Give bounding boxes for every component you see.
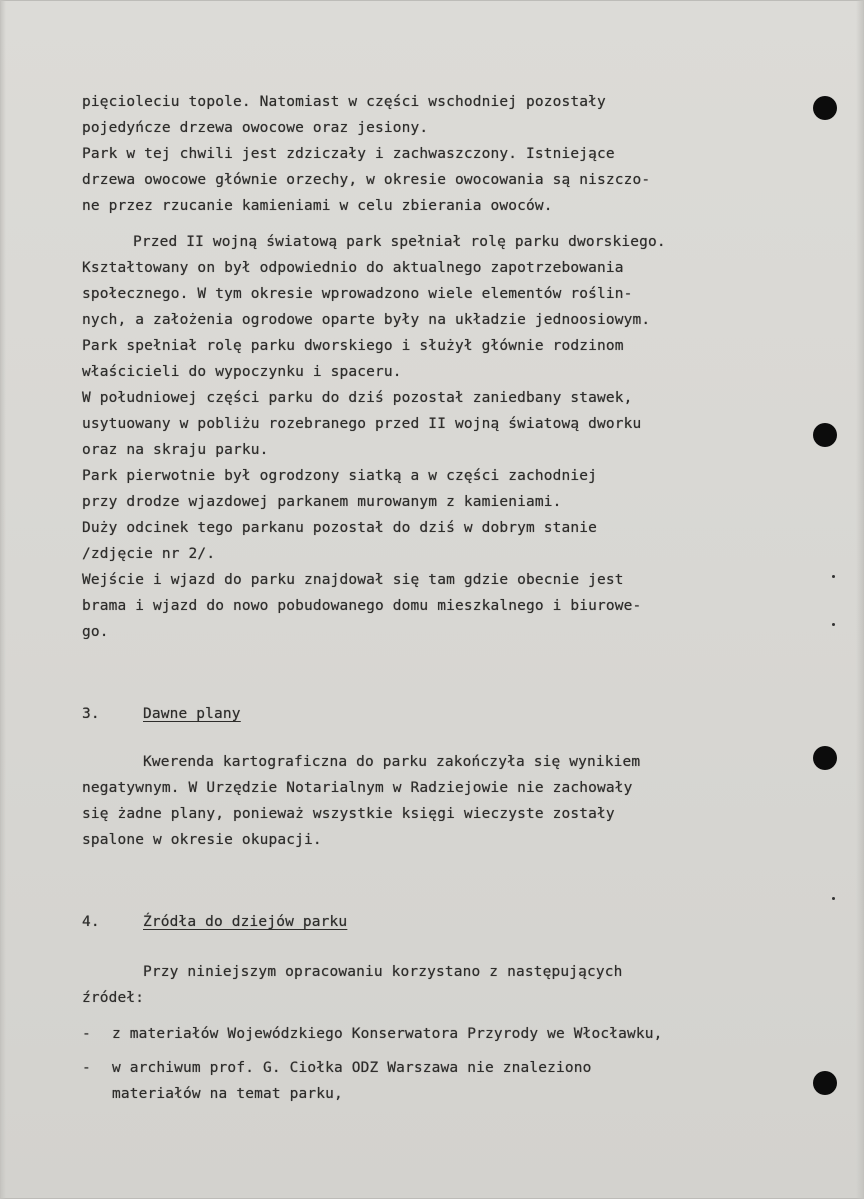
text-line: pojedyńcze drzewa owocowe oraz jesiony. <box>82 120 429 136</box>
paper-speck <box>832 575 835 578</box>
text-line: Przed II wojną światową park spełniał rolę parku dworskiego. <box>133 234 666 250</box>
text-line: przy drodze wjazdowej parkanem murowanym z kamieniami. <box>82 494 562 510</box>
text-line: Park pierwotnie był ogrodzony siatką a w części zachodniej <box>82 468 598 484</box>
text-line: Kwerenda kartograficzna do parku zakończyła się wynikiem <box>143 754 641 770</box>
punch-hole-icon <box>813 746 837 770</box>
text-line: go. <box>82 624 109 640</box>
text-line: właścicieli do wypoczynku i spaceru. <box>82 364 402 380</box>
list-item: materiałów na temat parku, <box>112 1086 343 1102</box>
text-line: brama i wjazd do nowo pobudowanego domu mieszkalnego i biurowe- <box>82 598 642 614</box>
text-line: nych, a założenia ogrodowe oparte były na układzie jednoosiowym. <box>82 312 651 328</box>
text-line: ne przez rzucanie kamieniami w celu zbierania owoców. <box>82 198 553 214</box>
section-number: 3. <box>82 706 100 722</box>
bullet-marker: - <box>82 1060 91 1076</box>
section-heading: Źródła do dziejów parku <box>143 914 348 930</box>
text-line: społecznego. W tym okresie wprowadzono wiele elementów roślin- <box>82 286 633 302</box>
text-line: drzewa owocowe głównie orzechy, w okresie owocowania są niszczo- <box>82 172 651 188</box>
text-line: Park spełniał rolę parku dworskiego i służył głównie rodzinom <box>82 338 624 354</box>
text-line: Przy niniejszym opracowaniu korzystano z następujących <box>143 964 623 980</box>
page-edge-shadow-left <box>0 0 6 1199</box>
punch-hole-icon <box>813 423 837 447</box>
text-line: W południowej części parku do dziś pozostał zaniedbany stawek, <box>82 390 633 406</box>
text-line: Duży odcinek tego parkanu pozostał do dziś w dobrym stanie <box>82 520 598 536</box>
text-line: źródeł: <box>82 990 145 1006</box>
list-item: z materiałów Wojewódzkiego Konserwatora Przyrody we Włocławku, <box>112 1026 663 1042</box>
bullet-marker: - <box>82 1026 91 1042</box>
paper-speck <box>832 897 835 900</box>
punch-hole-icon <box>813 96 837 120</box>
text-line: Kształtowany on był odpowiednio do aktualnego zapotrzebowania <box>82 260 624 276</box>
paper-speck <box>832 623 835 626</box>
list-item: w archiwum prof. G. Ciołka ODZ Warszawa nie znaleziono <box>112 1060 592 1076</box>
section-number: 4. <box>82 914 100 930</box>
text-line: oraz na skraju parku. <box>82 442 269 458</box>
section-heading: Dawne plany <box>143 706 241 722</box>
text-line: /zdjęcie nr 2/. <box>82 546 216 562</box>
text-line: Park w tej chwili jest zdziczały i zachwaszczony. Istniejące <box>82 146 615 162</box>
text-line: spalone w okresie okupacji. <box>82 832 322 848</box>
text-line: się żadne plany, ponieważ wszystkie księgi wieczyste zostały <box>82 806 615 822</box>
text-line: Wejście i wjazd do parku znajdował się tam gdzie obecnie jest <box>82 572 624 588</box>
text-line: pięcioleciu topole. Natomiast w części wschodniej pozostały <box>82 94 606 110</box>
page-edge-shadow-right <box>856 0 864 1199</box>
text-line: negatywnym. W Urzędzie Notarialnym w Radziejowie nie zachowały <box>82 780 633 796</box>
text-line: usytuowany w pobliżu rozebranego przed II wojną światową dworku <box>82 416 642 432</box>
punch-hole-icon <box>813 1071 837 1095</box>
